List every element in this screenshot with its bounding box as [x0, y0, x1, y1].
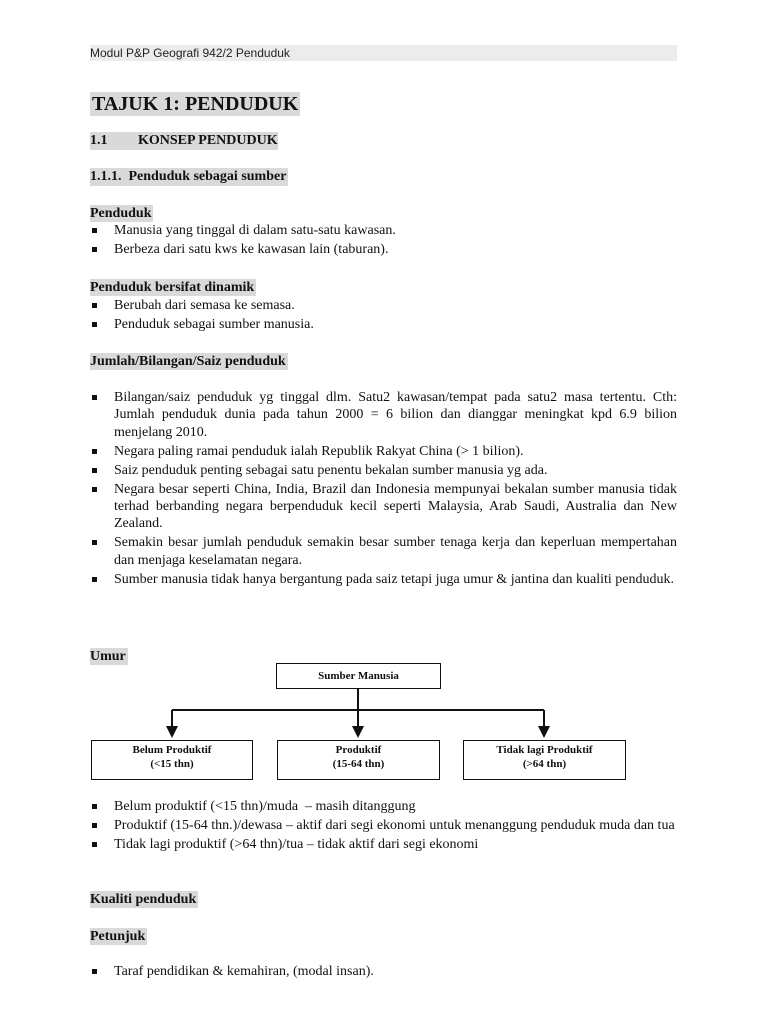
heading-jumlah: Jumlah/Bilangan/Saiz penduduk [90, 354, 286, 369]
diagram-child-title: Tidak lagi Produktif [496, 744, 593, 756]
page-title: TAJUK 1: PENDUDUK [92, 93, 299, 115]
diagram-child-range: (<15 thn) [150, 758, 194, 770]
list-item: Berbeza dari satu kws ke kawasan lain (taburan). [90, 241, 677, 258]
section-number: 1.1 [90, 133, 108, 148]
diagram-child-produktif [277, 740, 440, 780]
heading-petunjuk: Petunjuk [90, 929, 146, 944]
list-item: Manusia yang tinggal di dalam satu-satu kawasan. [90, 222, 677, 239]
heading-dinamik: Penduduk bersifat dinamik [90, 280, 255, 295]
heading-kualiti: Kualiti penduduk [90, 892, 197, 907]
list-item: Sumber manusia tidak hanya bergantung pada saiz tetapi juga umur & jantina dan kualiti penduduk. [90, 571, 677, 588]
list-item: Saiz penduduk penting sebagai satu penentu bekalan sumber manusia yg ada. [90, 462, 677, 479]
list-item: Tidak lagi produktif (>64 thn)/tua – tidak aktif dari segi ekonomi [90, 836, 677, 853]
list-item: Negara besar seperti China, India, Brazil dan Indonesia mempunyai bekalan sumber manusia tidak terhad berbanding negara berpenduduk kecil seperti Malaysia, Arab Saudi, Australia dan New Zealand. [90, 481, 677, 533]
section-label: KONSEP PENDUDUK [138, 133, 278, 148]
subsection-heading: 1.1.1. Penduduk sebagai sumber [90, 169, 287, 184]
list-item: Taraf pendidikan & kemahiran, (modal insan). [90, 963, 677, 980]
list-item: Belum produktif (<15 thn)/muda – masih ditanggung [90, 798, 677, 815]
diagram-child-range: (>64 thn) [522, 758, 567, 770]
arrowhead-middle-icon [352, 726, 364, 738]
diagram-child-belum-produktif [91, 740, 253, 780]
heading-umur: Umur [90, 649, 126, 664]
arrowhead-right-icon [538, 726, 550, 738]
list-item: Semakin besar jumlah penduduk semakin besar sumber tenaga kerja dan keperluan mempertahan dan menjaga keselamatan negara. [90, 534, 677, 569]
list-item: Produktif (15-64 thn.)/dewasa – aktif dari segi ekonomi untuk menanggung penduduk muda dan tua [90, 817, 677, 834]
diagram-child-title: Produktif [335, 744, 382, 756]
list-petunjuk [90, 963, 677, 982]
diagram-root-box: Sumber Manusia [276, 663, 441, 689]
list-item: Penduduk sebagai sumber manusia. [90, 316, 677, 333]
arrowhead-left-icon [166, 726, 178, 738]
diagram-child-range: (15-64 thn) [332, 758, 385, 770]
list-umur [90, 798, 677, 855]
diagram-child-tidak-lagi-produktif [463, 740, 626, 780]
list-item: Berubah dari semasa ke semasa. [90, 297, 677, 314]
list-item: Bilangan/saiz penduduk yg tinggal dlm. Satu2 kawasan/tempat pada satu2 masa tertentu. Cth: Jumlah penduduk dunia pada tahun 2000 = 6 bilion dan dianggar meningkat kpd 6.9 bilion menjelang 2010. [90, 389, 677, 441]
list-item: Negara paling ramai penduduk ialah Republik Rakyat China (> 1 bilion). [90, 443, 677, 460]
heading-penduduk: Penduduk [90, 206, 152, 221]
diagram-child-title: Belum Produktif [132, 744, 212, 756]
page-header: Modul P&P Geografi 942/2 Penduduk [90, 45, 677, 61]
